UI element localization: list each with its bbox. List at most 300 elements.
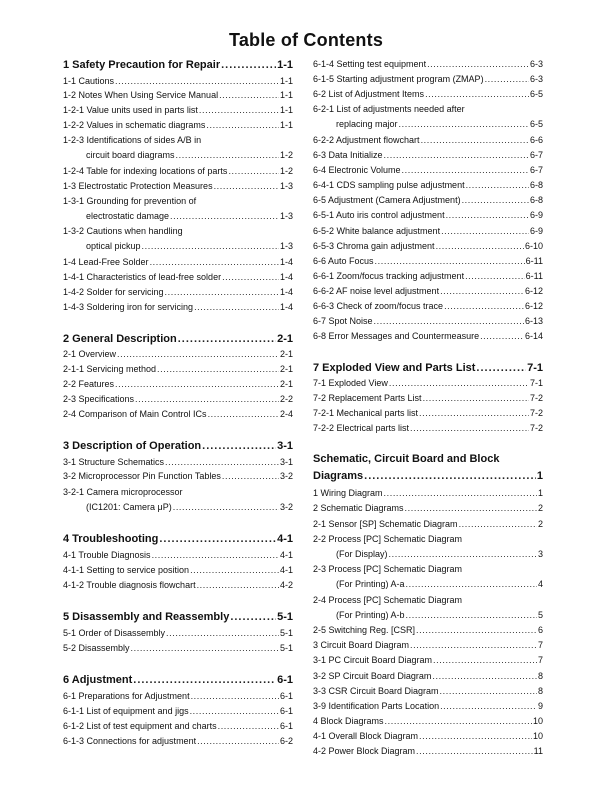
toc-entry[interactable] <box>313 239 543 253</box>
toc-entry[interactable] <box>313 87 543 101</box>
toc-page-number: 1-4 <box>279 287 293 297</box>
toc-entry[interactable] <box>63 347 293 361</box>
toc-entry[interactable] <box>63 641 293 655</box>
toc-entry-title: 3-2 Microprocessor Pin Function Tables <box>63 471 221 481</box>
toc-entry[interactable] <box>63 179 293 193</box>
dot-leader <box>115 74 279 88</box>
toc-entry-title: 1-4-1 Characteristics of lead-free solder <box>63 272 222 282</box>
dot-leader <box>466 178 529 192</box>
toc-section-heading[interactable] <box>63 609 293 625</box>
toc-entry-title: 7 Exploded View and Parts List <box>313 362 476 374</box>
toc-entry-title: 1 Safety Precaution for Repair <box>63 59 221 71</box>
toc-entry[interactable] <box>63 578 293 592</box>
dot-leader <box>419 729 532 743</box>
dot-leader <box>165 455 279 469</box>
toc-entry[interactable] <box>63 500 293 514</box>
dot-leader <box>446 208 529 222</box>
toc-entry-title: 6-6-2 AF noise level adjustment <box>313 286 440 296</box>
toc-entry-title: 6-8 Error Messages and Countermeasure <box>313 331 480 341</box>
dot-leader <box>214 179 279 193</box>
toc-entry[interactable] <box>63 548 293 562</box>
toc-entry-title: 1 Wiring Diagram <box>313 488 383 498</box>
toc-page-number: 2-1 <box>279 349 293 359</box>
toc-entry-title: 6-1 Preparations for Adjustment <box>63 691 190 701</box>
dot-leader <box>421 133 529 147</box>
toc-page-number: 2-1 <box>277 333 293 345</box>
toc-entry-title: 6-5-3 Chroma gain adjustment <box>313 241 435 251</box>
toc-page-number: 7-1 <box>527 362 543 374</box>
toc-entry-title: circuit board diagrams <box>86 150 175 160</box>
toc-entry[interactable] <box>63 285 293 299</box>
dot-leader <box>230 609 276 625</box>
toc-entry-title: 6-3 Data Initialize <box>313 150 383 160</box>
toc-entry[interactable] <box>63 224 293 238</box>
dot-leader <box>423 391 529 405</box>
dot-leader <box>194 300 279 314</box>
toc-page-number: 6-10 <box>524 241 543 251</box>
toc-entry-title: 6-7 Spot Noise <box>313 316 373 326</box>
toc-entry[interactable] <box>313 547 543 561</box>
toc-entry[interactable] <box>63 74 293 88</box>
toc-entry[interactable] <box>313 72 543 86</box>
toc-entry-title: 7-2-1 Mechanical parts list <box>313 408 419 418</box>
toc-section-heading[interactable] <box>63 331 293 347</box>
dot-leader <box>115 377 279 391</box>
toc-page-number: 6-12 <box>524 286 543 296</box>
toc-entry[interactable] <box>313 593 543 607</box>
toc-entry-title: 4-1 Overall Block Diagram <box>313 731 419 741</box>
toc-page-number: 1-3 <box>279 241 293 251</box>
toc-entry-title: 6-1-3 Connections for adjustment <box>63 736 197 746</box>
toc-page-number: 6-3 <box>529 59 543 69</box>
dot-leader <box>444 299 524 313</box>
toc-page-number: 1 <box>537 488 543 498</box>
toc-page-number: 8 <box>537 671 543 681</box>
toc-entry-title: 1-3-2 Cautions when handling <box>63 226 183 236</box>
toc-entry-title: 6-4 Electronic Volume <box>313 165 401 175</box>
toc-entry[interactable] <box>313 406 543 420</box>
toc-entry[interactable] <box>63 118 293 132</box>
toc-page-number: 1-4 <box>279 272 293 282</box>
toc-entry-title: 2-1 Sensor [SP] Schematic Diagram <box>313 519 458 529</box>
toc-entry[interactable] <box>313 532 543 546</box>
toc-entry-title: 4-2 Power Block Diagram <box>313 746 416 756</box>
toc-entry-title: 4-1-1 Setting to service position <box>63 565 190 575</box>
toc-entry-title: 6-6-1 Zoom/focus tracking adjustment <box>313 271 465 281</box>
dot-leader <box>416 623 537 637</box>
toc-page-number: 1-3 <box>279 211 293 221</box>
toc-page-number: 1-2 <box>279 150 293 160</box>
toc-entry-title: 3 Circuit Board Diagram <box>313 640 410 650</box>
dot-leader <box>459 517 537 531</box>
dot-leader <box>208 407 279 421</box>
dot-leader <box>222 270 279 284</box>
toc-entry-title: 6-5-2 White balance adjustment <box>313 226 441 236</box>
toc-entry[interactable] <box>313 608 543 622</box>
toc-entry-title: 6-2-1 List of adjustments needed after <box>313 104 465 114</box>
toc-entry-title: 1-3 Electrostatic Protection Measures <box>63 181 213 191</box>
dot-leader <box>427 57 529 71</box>
toc-page-number: 3-1 <box>279 457 293 467</box>
toc-entry[interactable] <box>313 57 543 71</box>
toc-entry-title: 6-2 List of Adjustment Items <box>313 89 425 99</box>
dot-leader <box>159 531 276 547</box>
toc-entry-title: 3-2-1 Camera microprocessor <box>63 487 183 497</box>
dot-leader <box>385 714 532 728</box>
toc-page-number: 6-1 <box>279 706 293 716</box>
toc-entry[interactable] <box>63 455 293 469</box>
toc-page-number: 6-5 <box>529 119 543 129</box>
toc-entry[interactable] <box>313 577 543 591</box>
dot-leader <box>135 392 279 406</box>
toc-entry[interactable] <box>313 517 543 531</box>
toc-entry-title: 2-1-1 Servicing method <box>63 364 157 374</box>
toc-page-number: 6 <box>537 625 543 635</box>
toc-entry-title: 2-3 Specifications <box>63 394 135 404</box>
toc-section-heading[interactable] <box>63 57 293 73</box>
toc-entry[interactable] <box>63 485 293 499</box>
toc-entry[interactable] <box>313 117 543 131</box>
toc-entry[interactable] <box>313 133 543 147</box>
toc-page-number: 6-13 <box>524 316 543 326</box>
toc-entry-title: 1-4-3 Soldering iron for servicing <box>63 302 194 312</box>
dot-leader <box>433 653 537 667</box>
toc-entry-title: 2 Schematic Diagrams <box>313 503 404 513</box>
toc-entry[interactable] <box>313 699 543 713</box>
toc-page-number: 4 <box>537 579 543 589</box>
toc-entry[interactable] <box>63 719 293 733</box>
toc-entry-title: 6-5-1 Auto iris control adjustment <box>313 210 445 220</box>
toc-entry[interactable] <box>63 392 293 406</box>
toc-entry[interactable] <box>313 329 543 343</box>
toc-section-heading[interactable] <box>313 360 543 376</box>
toc-section-heading[interactable] <box>63 672 293 688</box>
toc-entry[interactable] <box>63 148 293 162</box>
toc-entry[interactable] <box>313 562 543 576</box>
toc-page-number: 1-2 <box>279 166 293 176</box>
toc-page-number: 1-4 <box>279 257 293 267</box>
dot-leader <box>117 347 279 361</box>
toc-entry[interactable] <box>313 729 543 743</box>
toc-entry[interactable] <box>63 88 293 102</box>
toc-page-number: 1-1 <box>279 76 293 86</box>
toc-page-number: 7 <box>537 640 543 650</box>
toc-entry[interactable] <box>313 714 543 728</box>
toc-entry[interactable] <box>313 684 543 698</box>
toc-page-number: 6-1 <box>277 674 293 686</box>
toc-entry[interactable] <box>313 193 543 207</box>
toc-entry-title: 1-2-2 Values in schematic diagrams <box>63 120 206 130</box>
toc-page-number: 5-1 <box>279 643 293 653</box>
toc-entry[interactable] <box>63 689 293 703</box>
toc-entry[interactable] <box>63 469 293 483</box>
dot-leader <box>157 362 279 376</box>
dot-leader <box>410 421 529 435</box>
dot-leader <box>364 468 536 484</box>
dot-leader <box>485 72 529 86</box>
toc-page-number: 5-1 <box>277 611 293 623</box>
toc-entry[interactable] <box>313 421 543 435</box>
dot-leader <box>384 486 537 500</box>
dot-leader <box>389 547 537 561</box>
toc-page-number: 3-2 <box>279 502 293 512</box>
toc-entry[interactable] <box>63 362 293 376</box>
toc-entry-title: 2 General Description <box>63 333 177 345</box>
toc-entry-title: 4 Block Diagrams <box>313 716 384 726</box>
dot-leader <box>406 577 537 591</box>
toc-entry[interactable] <box>313 178 543 192</box>
toc-entry-title: 1-2-4 Table for indexing locations of parts <box>63 166 228 176</box>
toc-entry-title: 7-1 Exploded View <box>313 378 388 388</box>
dot-leader <box>384 148 529 162</box>
toc-entry-title: 6-6-3 Check of zoom/focus trace <box>313 301 444 311</box>
toc-entry-title: 3-3 CSR Circuit Board Diagram <box>313 686 439 696</box>
dot-leader <box>465 269 525 283</box>
toc-entry-title: 6 Adjustment <box>63 674 133 686</box>
toc-page-number: 1-1 <box>279 90 293 100</box>
toc-entry-title: 3-1 PC Circuit Board Diagram <box>313 655 433 665</box>
toc-entry-title: 3-9 Identification Parts Location <box>313 701 440 711</box>
toc-page-number: 1-1 <box>277 59 293 71</box>
dot-leader <box>173 500 279 514</box>
toc-entry-title: 5-1 Order of Disassembly <box>63 628 166 638</box>
toc-page-number: 6-1 <box>279 691 293 701</box>
toc-section-heading[interactable] <box>63 531 293 547</box>
toc-page-number: 7-2 <box>529 393 543 403</box>
toc-entry-title: 3 Description of Operation <box>63 440 202 452</box>
toc-entry[interactable] <box>63 300 293 314</box>
toc-page-number: 3-1 <box>277 440 293 452</box>
toc-entry-title: 6-5 Adjustment (Camera Adjustment) <box>313 195 461 205</box>
toc-entry-title: 4-1 Trouble Diagnosis <box>63 550 151 560</box>
toc-page-number: 1-1 <box>279 105 293 115</box>
toc-page-number: 6-3 <box>529 74 543 84</box>
dot-leader <box>202 438 276 454</box>
toc-page-number: 4-2 <box>279 580 293 590</box>
toc-entry[interactable] <box>313 224 543 238</box>
toc-entry[interactable] <box>63 103 293 117</box>
toc-entry[interactable] <box>313 254 543 268</box>
toc-entry[interactable] <box>63 164 293 178</box>
toc-page-number: 1-1 <box>279 120 293 130</box>
toc-entry[interactable] <box>313 299 543 313</box>
toc-page-number: 6-7 <box>529 165 543 175</box>
toc-entry-title: 6-1-4 Setting test equipment <box>313 59 427 69</box>
toc-page-number: 2 <box>537 519 543 529</box>
toc-entry[interactable] <box>313 501 543 515</box>
toc-page-number: 7-2 <box>529 423 543 433</box>
dot-leader <box>375 254 525 268</box>
dot-leader <box>178 331 276 347</box>
toc-entry[interactable] <box>63 626 293 640</box>
toc-entry-title: Schematic, Circuit Board and Block <box>313 453 500 465</box>
toc-entry[interactable] <box>63 377 293 391</box>
toc-page-number: 2-1 <box>279 379 293 389</box>
toc-entry-title: 5-2 Disassembly <box>63 643 130 653</box>
toc-entry[interactable] <box>63 255 293 269</box>
toc-entry-title: 7-2-2 Electrical parts list <box>313 423 410 433</box>
toc-page-number: 4-1 <box>279 550 293 560</box>
toc-entry-title: (IC1201: Camera μP) <box>86 502 172 512</box>
toc-entry-title: 1-4 Lead-Free Solder <box>63 257 149 267</box>
toc-page-number: 2-2 <box>279 394 293 404</box>
toc-page-number: 1-3 <box>279 181 293 191</box>
toc-page-number: 8 <box>537 686 543 696</box>
toc-entry[interactable] <box>63 194 293 208</box>
toc-entry[interactable] <box>313 284 543 298</box>
toc-entry-title: (For Printing) A-a <box>336 579 405 589</box>
dot-leader <box>374 314 524 328</box>
toc-entry-title: 6-1-5 Starting adjustment program (ZMAP) <box>313 74 484 84</box>
toc-entry-title: 5 Disassembly and Reassembly <box>63 611 230 623</box>
dot-leader <box>462 193 529 207</box>
dot-leader <box>399 117 529 131</box>
toc-entry-title: 4 Troubleshooting <box>63 533 159 545</box>
toc-entry-title: 1-4-2 Solder for servicing <box>63 287 164 297</box>
toc-page-number: 4-1 <box>279 565 293 575</box>
dot-leader <box>219 88 279 102</box>
toc-entry-title: optical pickup <box>86 241 141 251</box>
toc-entry[interactable] <box>63 734 293 748</box>
toc-entry-title: replacing major <box>336 119 398 129</box>
toc-page-number: 5 <box>537 610 543 620</box>
dot-leader <box>197 578 279 592</box>
toc-entry[interactable] <box>63 563 293 577</box>
toc-entry[interactable] <box>313 669 543 683</box>
toc-page-number: 6-2 <box>279 736 293 746</box>
toc-entry[interactable] <box>63 133 293 147</box>
toc-entry[interactable] <box>63 239 293 253</box>
toc-page-number: 1-4 <box>279 302 293 312</box>
toc-page-number: 2 <box>537 503 543 513</box>
dot-leader <box>480 329 524 343</box>
toc-entry-title: (For Display) <box>336 549 388 559</box>
toc-entry-title: 2-4 Process [PC] Schematic Diagram <box>313 595 463 605</box>
dot-leader <box>165 285 279 299</box>
toc-entry[interactable] <box>63 270 293 284</box>
dot-leader <box>416 744 533 758</box>
dot-leader <box>436 239 524 253</box>
toc-page-number: 6-5 <box>529 89 543 99</box>
toc-entry[interactable] <box>313 314 543 328</box>
toc-entry-title: 4-1-2 Trouble diagnosis flowchart <box>63 580 196 590</box>
page-title: Table of Contents <box>228 30 384 50</box>
dot-leader <box>419 406 529 420</box>
toc-entry-title: 6-4-1 CDS sampling pulse adjustment <box>313 180 465 190</box>
dot-leader <box>441 224 529 238</box>
toc-entry[interactable] <box>313 148 543 162</box>
toc-entry-title: 3-2 SP Circuit Board Diagram <box>313 671 432 681</box>
toc-section-heading[interactable] <box>313 451 543 467</box>
toc-entry[interactable] <box>313 653 543 667</box>
toc-page-number: 6-9 <box>529 226 543 236</box>
toc-page-number: 6-1 <box>279 721 293 731</box>
toc-entry[interactable] <box>313 269 543 283</box>
toc-page-number: 6-8 <box>529 180 543 190</box>
toc-entry[interactable] <box>313 486 543 500</box>
dot-leader <box>166 626 279 640</box>
toc-page-number: 10 <box>532 731 543 741</box>
dot-leader <box>218 719 279 733</box>
dot-leader <box>191 689 279 703</box>
toc-entry[interactable] <box>313 102 543 116</box>
dot-leader <box>142 239 279 253</box>
toc-entry-title: 1-1 Cautions <box>63 76 115 86</box>
toc-entry[interactable] <box>313 638 543 652</box>
dot-leader <box>206 118 279 132</box>
dot-leader <box>197 734 279 748</box>
dot-leader <box>221 57 276 73</box>
toc-entry[interactable] <box>313 208 543 222</box>
toc-entry-title: 2-2 Process [PC] Schematic Diagram <box>313 534 463 544</box>
toc-entry[interactable] <box>63 407 293 421</box>
toc-entry-title: 6-2-2 Adjustment flowchart <box>313 135 420 145</box>
dot-leader <box>176 148 279 162</box>
dot-leader <box>222 469 279 483</box>
toc-entry[interactable] <box>313 376 543 390</box>
toc-entry[interactable] <box>313 163 543 177</box>
dot-leader <box>476 360 526 376</box>
toc-entry[interactable] <box>63 704 293 718</box>
dot-leader <box>432 669 537 683</box>
toc-section-heading[interactable] <box>63 438 293 454</box>
dot-leader <box>402 163 529 177</box>
dot-leader <box>190 563 279 577</box>
toc-page-number: 6-14 <box>524 331 543 341</box>
dot-leader <box>440 699 537 713</box>
dot-leader <box>150 255 279 269</box>
toc-entry[interactable] <box>313 623 543 637</box>
dot-leader <box>131 641 279 655</box>
toc-page-number: 6-6 <box>529 135 543 145</box>
toc-entry[interactable] <box>313 744 543 758</box>
toc-entry-title: 1-2 Notes When Using Service Manual <box>63 90 219 100</box>
toc-entry-title: 6-1-2 List of test equipment and charts <box>63 721 217 731</box>
dot-leader <box>199 103 279 117</box>
dot-leader <box>406 608 537 622</box>
toc-entry-title: Diagrams <box>313 470 364 482</box>
toc-entry-title: 3-1 Structure Schematics <box>63 457 165 467</box>
toc-entry-title: 6-6 Auto Focus <box>313 256 374 266</box>
toc-page-number: 6-11 <box>525 271 543 281</box>
toc-page-number: 6-9 <box>529 210 543 220</box>
dot-leader <box>170 209 279 223</box>
dot-leader <box>405 501 537 515</box>
toc-entry[interactable] <box>313 391 543 405</box>
dot-leader <box>190 704 279 718</box>
toc-entry[interactable] <box>63 209 293 223</box>
toc-page-number: 6-7 <box>529 150 543 160</box>
toc-entry-title: 2-3 Process [PC] Schematic Diagram <box>313 564 463 574</box>
toc-entry-title: 2-5 Switching Reg. [CSR] <box>313 625 416 635</box>
dot-leader <box>389 376 529 390</box>
toc-page-number: 7-2 <box>529 408 543 418</box>
toc-entry-title: (For Printing) A-b <box>336 610 405 620</box>
toc-page-number: 6-12 <box>524 301 543 311</box>
toc-entry-title: 6-1-1 List of equipment and jigs <box>63 706 189 716</box>
dot-leader <box>440 284 524 298</box>
dot-leader <box>228 164 279 178</box>
toc-page-number: 5-1 <box>279 628 293 638</box>
toc-section-heading[interactable] <box>313 468 543 484</box>
toc-page-number: 4-1 <box>277 533 293 545</box>
toc-entry-title: electrostatic damage <box>86 211 170 221</box>
dot-leader <box>425 87 529 101</box>
toc-entry-title: 7-2 Replacement Parts List <box>313 393 422 403</box>
toc-page-number: 9 <box>537 701 543 711</box>
dot-leader <box>410 638 537 652</box>
dot-leader <box>133 672 276 688</box>
